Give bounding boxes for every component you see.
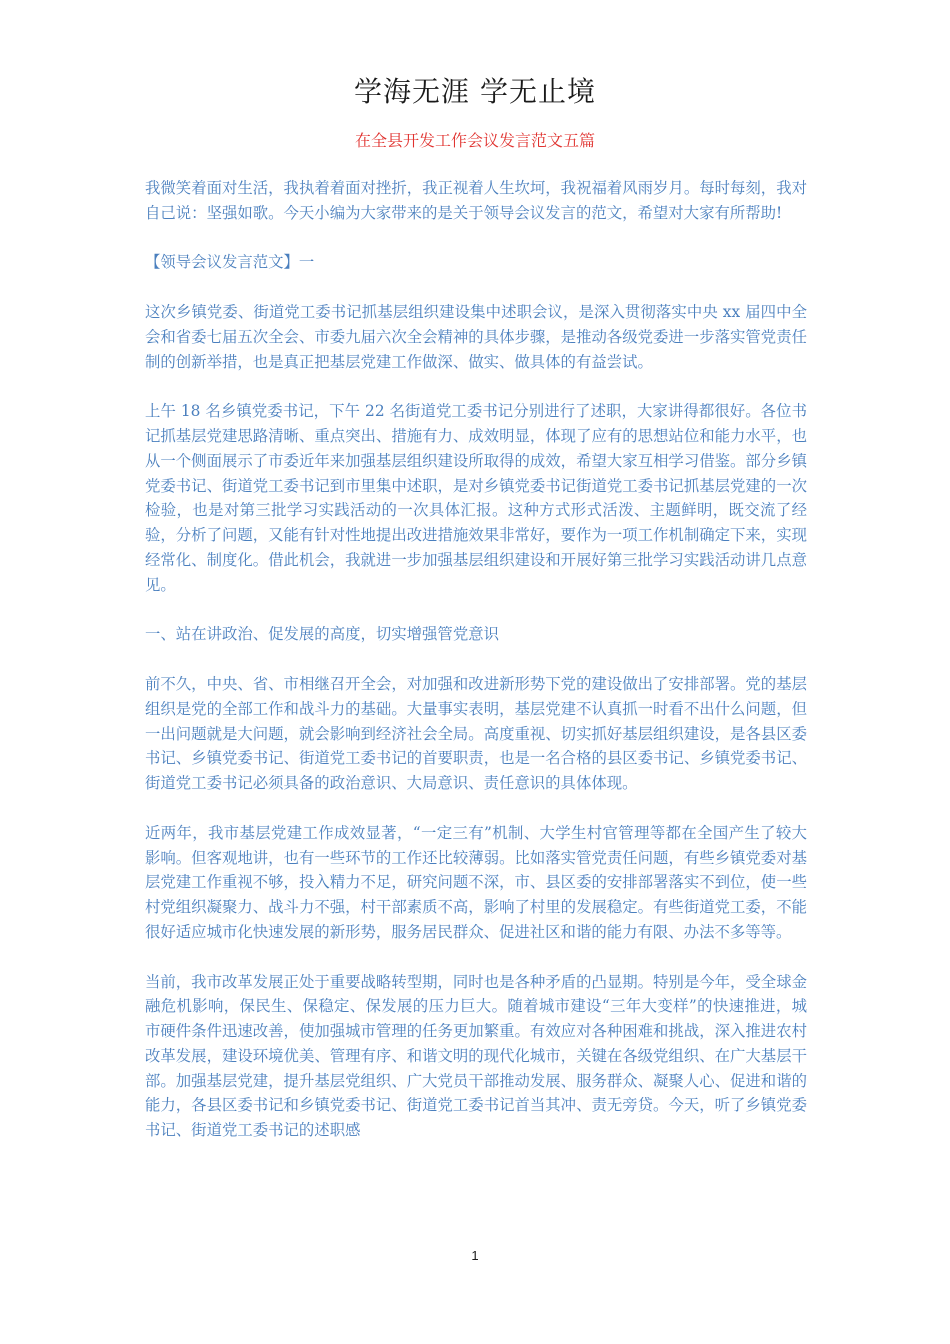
page-number: 1 bbox=[471, 1248, 479, 1263]
section-heading-point-one: 一、站在讲政治、促发展的高度，切实增强管党意识 bbox=[145, 625, 499, 644]
header-title: 学海无涯 学无止境 bbox=[354, 75, 596, 108]
paragraph: 上午 18 名乡镇党委书记，下午 22 名街道党工委书记分别进行了述职，大家讲得都很好。各位书记抓基层党建思路清晰、重点突出、措施有力、成效明显，体现了应有的思想站位和能力水平，也从一个侧面展示了市委近年来加强基层组织建设所取得的成效，希望大家互相学习借鉴。部分乡镇党委书记、街道党工委书记到市里集中述职，是对乡镇党委书记街道党工委书记抓基层党建的一次检验，也是对第三批学习实践活动的一次具体汇报。这种方式形式活泼、主题鲜明，既交流了经验，分析了问题，又能有针对性地提出改进措施效果非常好，要作为一项工作机制确定下来，实现经常化、制度化。借此机会，我就进一步加强基层组织建设和开展好第三批学习实践活动讲几点意见。 bbox=[145, 402, 807, 594]
paragraph: 近两年，我市基层党建工作成效显著，“一定三有”机制、大学生村官管理等都在全国产生了较大影响。但客观地讲，也有一些环节的工作还比较薄弱。比如落实管党责任问题，有些乡镇党委对基层党建工作重视不够，投入精力不足，研究问题不深，市、县区委的安排部署落实不到位，使一些村党组织凝聚力、战斗力不强，村干部素质不高，影响了村里的发展稳定。有些街道党工委，不能很好适应城市化快速发展的新形势，服务居民群众、促进社区和谐的能力有限、办法不多等等。 bbox=[145, 823, 807, 941]
section-heading-speech-one: 【领导会议发言范文】一 bbox=[145, 253, 315, 272]
paragraph-intro: 我微笑着面对生活，我执着着面对挫折，我正视着人生坎坷，我祝福着风雨岁月。每时每刻，我对自己说：坚强如歌。今天小编为大家带来的是关于领导会议发言的范文，希望对大家有所帮助! bbox=[145, 179, 807, 222]
paragraph: 当前，我市改革发展正处于重要战略转型期，同时也是各种矛盾的凸显期。特别是今年，受全球金融危机影响，保民生、保稳定、保发展的压力巨大。随着城市建设“三年大变样”的快速推进，城市硬件条件迅速改善，使加强城市管理的任务更加繁重。有效应对各种困难和挑战，深入推进农村改革发展，建设环境优美、管理有序、和谐文明的现代化城市，关键在各级党组织、在广大基层干部。加强基层党建，提升基层党组织、广大党员干部推动发展、服务群众、凝聚人心、促进和谐的能力，各县区委书记和乡镇党委书记、街道党工委书记首当其冲、责无旁贷。今天，听了乡镇党委书记、街道党工委书记的述职感 bbox=[145, 972, 807, 1140]
paragraph: 前不久，中央、省、市相继召开全会，对加强和改进新形势下党的建设做出了安排部署。党的基层组织是党的全部工作和战斗力的基础。大量事实表明，基层党建不认真抓一时看不出什么问题，但一出问题就是大问题，就会影响到经济社会全局。高度重视、切实抓好基层组织建设，是各县区委书记、乡镇党委书记、街道党工委书记的首要职责，也是一名合格的县区委书记、乡镇党委书记、街道党工委书记必须具备的政治意识、大局意识、责任意识的具体体现。 bbox=[145, 674, 807, 793]
document-body bbox=[145, 176, 807, 1168]
document-title: 在全县开发工作会议发言范文五篇 bbox=[354, 131, 595, 150]
paragraph: 这次乡镇党委、街道党工委书记抓基层组织建设集中述职会议，是深入贯彻落实中央 xx 届四中全会和省委七届五次全会、市委九届六次全会精神的具体步骤，是推动各级党委进一步落实管党责任制的创新举措，也是真正把基层党建工作做深、做实、做具体的有益尝试。 bbox=[145, 302, 807, 371]
